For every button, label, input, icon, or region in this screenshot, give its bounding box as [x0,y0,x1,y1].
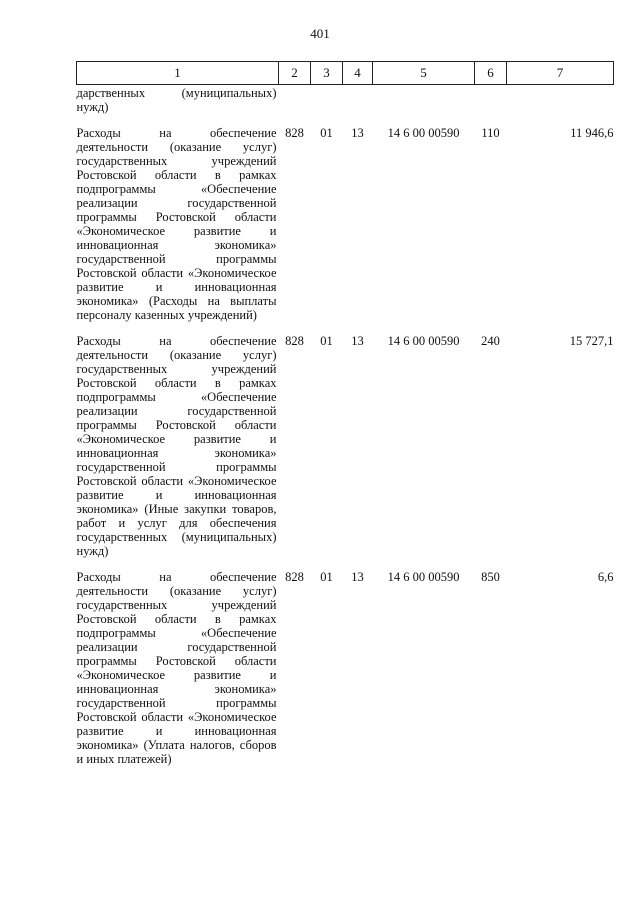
table-row [77,334,614,558]
row-description: Расходы на обеспечение деятельности (оказание услуг) государственных учреждений Ростовской области в рамках подпрограммы «Обеспечение реализации государственной программы Ростовской области «Экономическое развитие и инновационная экономика» государственной программы Ростовской области «Экономическое развитие и инновационная экономика» (Расходы на выплаты персоналу казенных учреждений) [76,126,277,322]
table-row-continuation [77,85,614,115]
row-col-5: 14 6 00 00590 [387,334,460,348]
table-row [77,570,614,766]
header-col-2: 2 [279,62,311,85]
header-col-7: 7 [507,62,614,85]
row-col-5: 14 6 00 00590 [387,126,460,140]
row-col-4: 13 [351,126,364,140]
table-row [77,126,614,322]
header-col-1: 1 [77,62,279,85]
row-col-2: 828 [285,334,304,348]
row-col-2: 828 [285,126,304,140]
header-row [77,62,614,85]
row-col-6: 850 [481,570,500,584]
page-number: 401 [310,26,330,41]
header-col-6: 6 [475,62,507,85]
row-col-7: 15 727,1 [569,334,614,348]
row-col-6: 110 [481,126,500,140]
row-col-7: 11 946,6 [570,126,614,140]
row-description: Расходы на обеспечение деятельности (оказание услуг) государственных учреждений Ростовской области в рамках подпрограммы «Обеспечение реализации государственной программы Ростовской области «Экономическое развитие и инновационная экономика» государственной программы Ростовской области «Экономическое развитие и инновационная экономика» (Уплата налогов, сборов и иных платежей) [76,570,277,766]
row-col-4: 13 [351,334,364,348]
row-col-6: 240 [481,334,500,348]
table-body [77,85,614,767]
row-col-5: 14 6 00 00590 [387,570,460,584]
row-col-3: 01 [320,126,333,140]
budget-table [76,61,614,766]
row-col-3: 01 [320,334,333,348]
row-col-4: 13 [351,570,364,584]
row-col-7: 6,6 [597,570,614,584]
row-col-2: 828 [285,570,304,584]
continuation-description: дарственных (муниципальных) нужд) [76,86,277,114]
header-col-5: 5 [373,62,475,85]
header-col-4: 4 [343,62,373,85]
header-col-3: 3 [311,62,343,85]
row-col-3: 01 [320,570,333,584]
table-header [77,62,614,85]
row-description: Расходы на обеспечение деятельности (оказание услуг) государственных учреждений Ростовской области в рамках подпрограммы «Обеспечение реализации государственной программы Ростовской области «Экономическое развитие и инновационная экономика» государственной программы Ростовской области «Экономическое развитие и инновационная экономика» (Иные закупки товаров, работ и услуг для обеспечения государственных (муниципальных) нужд) [76,334,277,558]
